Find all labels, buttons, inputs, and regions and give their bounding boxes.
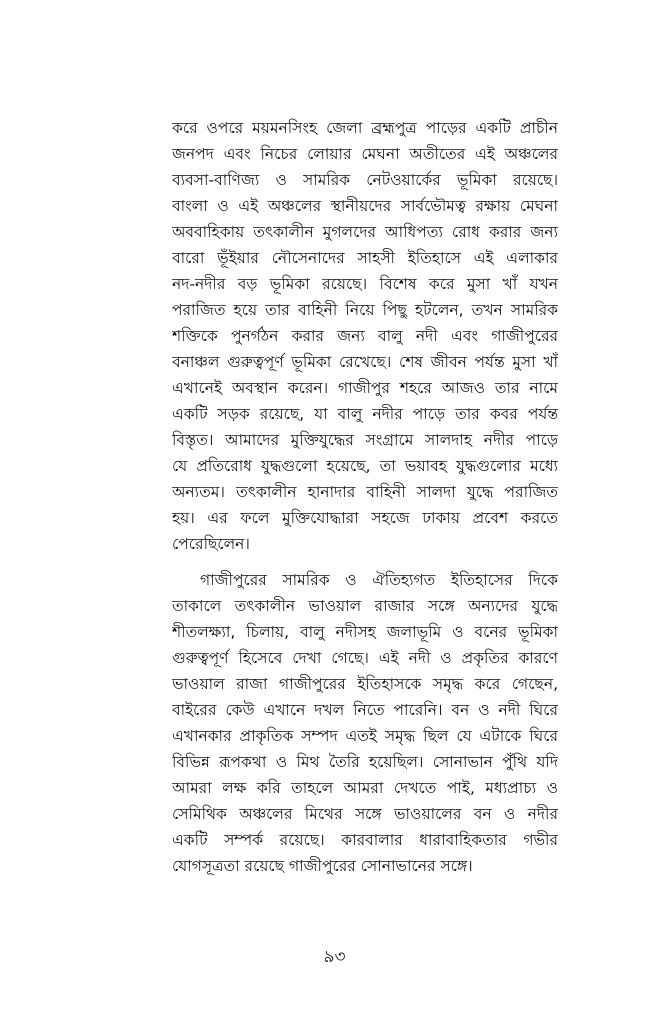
paragraph-2 xyxy=(172,567,558,879)
text-line: পেরেছিলেন। xyxy=(172,535,250,553)
text-line: তাকালে তৎকালীন ভাওয়াল রাজার সঙ্গে অন্যদের যুদ্ধে xyxy=(172,597,558,615)
text-line: যোগসূত্রতা রয়েছে গাজীপুরের সোনাভানের সঙ্গে। xyxy=(172,857,473,875)
text-line: নদ-নদীর বড় ভূমিকা রয়েছে। বিশেষ করে মুসা খাঁ যখন xyxy=(172,275,558,293)
text-line: করে ওপরে ময়মনসিংহ জেলা ব্রহ্মপুত্র পাড়ের একটি প্রাচীন xyxy=(172,119,558,137)
text-line: বাংলা ও এই অঞ্চলের স্থানীয়দের সার্বভৌমত্ব রক্ষায় মেঘনা xyxy=(172,197,558,215)
paragraph-1 xyxy=(172,115,558,557)
text-line: একটি সড়ক রয়েছে, যা বালু নদীর পাড়ে তার কবর পর্যন্ত xyxy=(172,405,558,423)
text-line: অববাহিকায় তৎকালীন মুগলদের আধিপত্য রোধ করার জন্য xyxy=(172,223,558,241)
text-line: গাজীপুরের সামরিক ও ঐতিহ্যগত ইতিহাসের দিকে xyxy=(200,571,558,589)
text-line: বারো ভূঁইয়ার নৌসেনাদের সাহসী ইতিহাসে এই এলাকার xyxy=(172,249,558,267)
text-line: শক্তিকে পুনর্গঠন করার জন্য বালু নদী এবং গাজীপুরের xyxy=(172,327,558,345)
text-line: অন্যতম। তৎকালীন হানাদার বাহিনী সালদা যুদ্ধে পরাজিত xyxy=(172,483,558,501)
text-line: বনাঞ্চল গুরুত্বপূর্ণ ভূমিকা রেখেছে। শেষ জীবন পর্যন্ত মুসা খাঁ xyxy=(172,353,558,371)
text-line: জনপদ এবং নিচের লোয়ার মেঘনা অতীতের এই অঞ্চলের xyxy=(172,145,558,163)
paragraph-spacer xyxy=(172,557,558,567)
text-line: ভাওয়াল রাজা গাজীপুরের ইতিহাসকে সমৃদ্ধ করে গেছেন, xyxy=(172,675,558,693)
text-line: এখানেই অবস্থান করেন। গাজীপুর শহরে আজও তার নামে xyxy=(172,379,558,397)
text-line: বিস্তৃত। আমাদের মুক্তিযুদ্ধের সংগ্রামে সালদাহ নদীর পাড়ে xyxy=(172,431,558,449)
text-line: সেমিথিক অঞ্চলের মিথের সঙ্গে ভাওয়ালের বন ও নদীর xyxy=(172,805,558,823)
body-text xyxy=(172,115,558,879)
text-line: যে প্রতিরোধ যুদ্ধগুলো হয়েছে, তা ভয়াবহ যুদ্ধগুলোর মধ্যে xyxy=(172,457,558,475)
text-line: এখানকার প্রাকৃতিক সম্পদ এতই সমৃদ্ধ ছিল যে এটাকে ঘিরে xyxy=(172,727,558,745)
text-line: বাইরের কেউ এখানে দখল নিতে পারেনি। বন ও নদী ঘিরে xyxy=(172,701,558,719)
text-line: শীতলক্ষ্যা, চিলায়, বালু নদীসহ জলাভূমি ও বনের ভূমিকা xyxy=(172,623,558,641)
text-line: আমরা লক্ষ করি তাহলে আমরা দেখতে পাই, মধ্যপ্রাচ্য ও xyxy=(172,779,558,797)
text-line: পরাজিত হয়ে তার বাহিনী নিয়ে পিছু হটলেন, তখন সামরিক xyxy=(172,301,558,319)
text-line: ব্যবসা-বাণিজ্য ও সামরিক নেটওয়ার্কের ভূমিকা রয়েছে। xyxy=(172,171,558,189)
text-line: হয়। এর ফলে মুক্তিযোদ্ধারা সহজে ঢাকায় প্রবেশ করতে xyxy=(172,509,558,527)
text-line: গুরুত্বপূর্ণ হিসেবে দেখা গেছে। এই নদী ও প্রকৃতির কারণে xyxy=(172,649,558,667)
text-line: বিভিন্ন রূপকথা ও মিথ তৈরি হয়েছিল। সোনাভান পুঁথি যদি xyxy=(172,753,558,771)
page-number: ৯৩ xyxy=(323,947,346,967)
text-line: একটি সম্পর্ক রয়েছে। কারবালার ধারাবাহিকতার গভীর xyxy=(172,831,558,849)
